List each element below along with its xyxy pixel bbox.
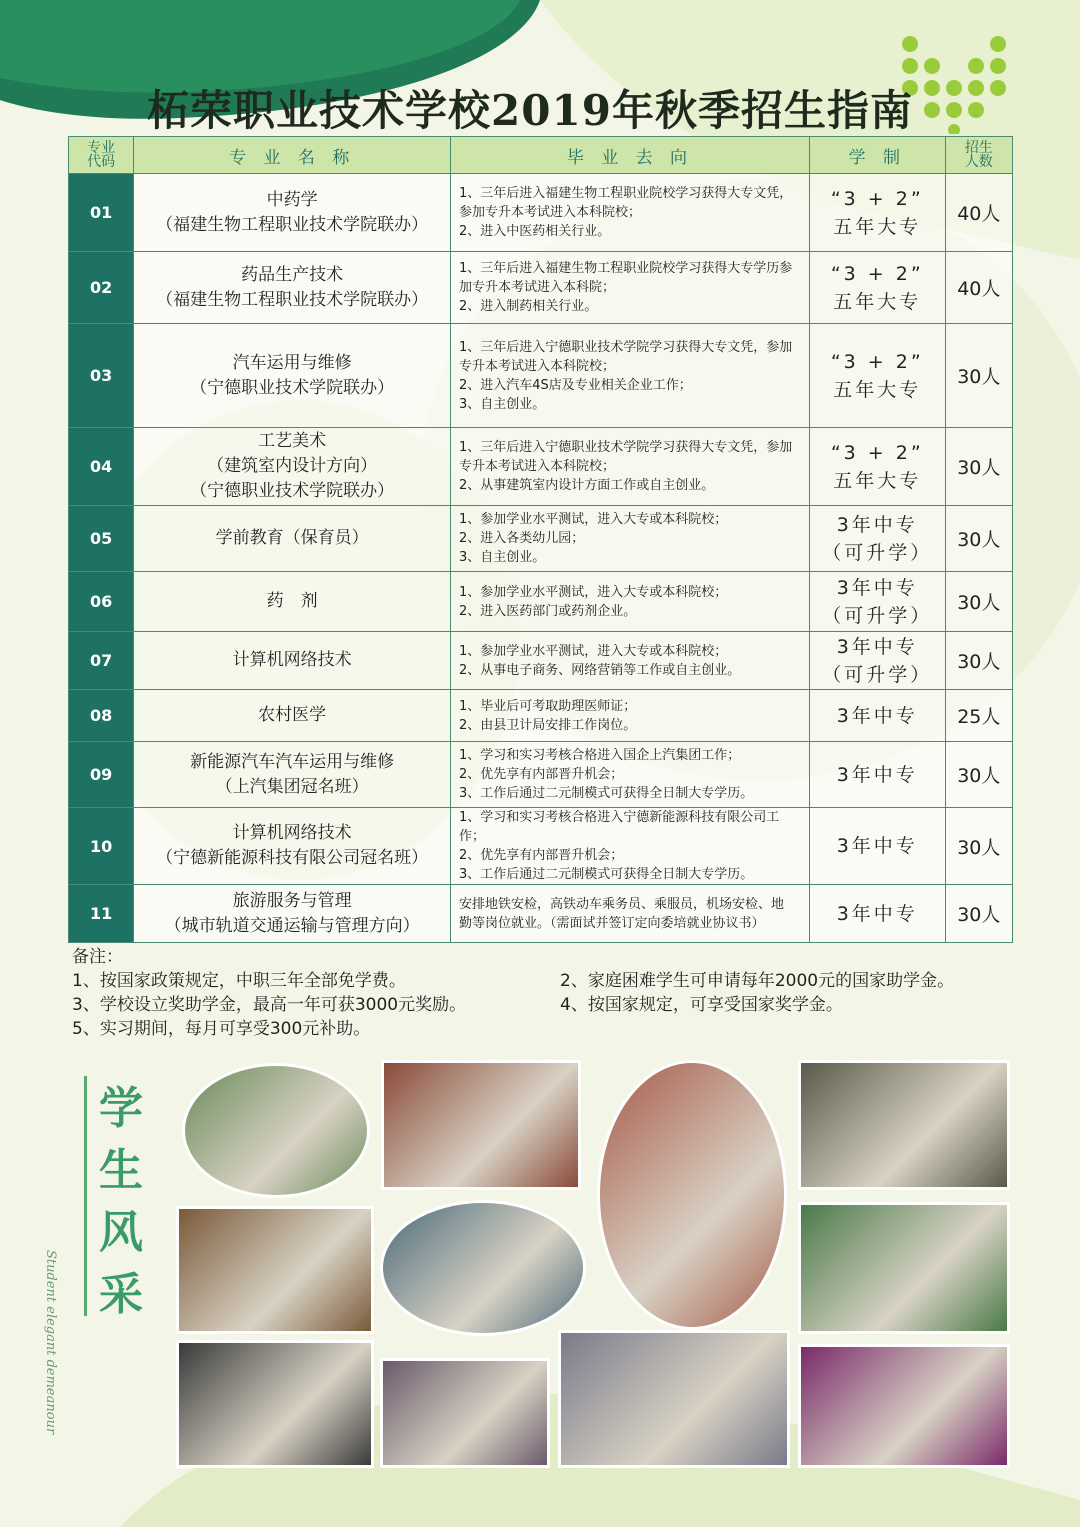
notes-heading: 备注： xyxy=(72,947,123,967)
cell-major: 药 剂 xyxy=(134,572,451,632)
table-row xyxy=(69,174,1013,252)
computer-room-photo xyxy=(176,1340,374,1468)
cell-quota: 30人 xyxy=(945,885,1012,943)
table-row xyxy=(69,885,1013,943)
gallery-heading: 学生风采 xyxy=(99,1083,143,1320)
cell-destination: 1、参加学业水平测试，进入大专或本科院校； 2、进入各类幼儿园； 3、自主创业。 xyxy=(451,506,810,572)
cell-code: 08 xyxy=(69,690,134,742)
gallery-heading-en: Student elegant demeanour xyxy=(43,1250,58,1435)
paper-cutting-photo xyxy=(597,1060,787,1330)
cell-destination: 1、毕业后可考取助理医师证； 2、由县卫计局安排工作岗位。 xyxy=(451,690,810,742)
rail-crew-photo xyxy=(380,1358,550,1468)
cell-quota: 40人 xyxy=(945,174,1012,252)
cell-quota: 30人 xyxy=(945,506,1012,572)
cell-system: “3 + 2” 五年大专 xyxy=(809,174,945,252)
pharmacy-lab-photo xyxy=(798,1060,1010,1190)
table-header-row xyxy=(69,137,1013,174)
cell-major: 农村医学 xyxy=(134,690,451,742)
football-field-photo xyxy=(798,1202,1010,1334)
cell-system: 3年中专 xyxy=(809,808,945,885)
cell-code: 05 xyxy=(69,506,134,572)
table-row xyxy=(69,632,1013,690)
cell-destination: 1、三年后进入福建生物工程职业院校学习获得大专学历参 加专升本考试进入本科院； 2、进入制药相关行业。 xyxy=(451,252,810,324)
cell-code: 03 xyxy=(69,324,134,428)
table-row xyxy=(69,428,1013,506)
table-row xyxy=(69,808,1013,885)
table-row xyxy=(69,252,1013,324)
cell-major: 计算机网络技术 （宁德新能源科技有限公司冠名班） xyxy=(134,808,451,885)
note-item: 3、学校设立奖助学金，最高一年可获3000元奖励。 xyxy=(72,995,467,1015)
enrollment-table xyxy=(68,136,1013,943)
cell-quota: 30人 xyxy=(945,572,1012,632)
cell-destination: 1、学习和实习考核合格进入宁德新能源科技有限公司工作； 2、优先享有内部晋升机会； 3、工作后通过二元制模式可获得全日制大专学历。 xyxy=(451,808,810,885)
cell-system: 3年中专 （可升学） xyxy=(809,632,945,690)
table-row xyxy=(69,742,1013,808)
header-system: 学 制 xyxy=(809,137,945,174)
uniform-training-photo xyxy=(798,1344,1010,1468)
chemistry-lab-photo xyxy=(380,1200,586,1336)
cell-quota: 30人 xyxy=(945,428,1012,506)
cell-code: 09 xyxy=(69,742,134,808)
cell-code: 02 xyxy=(69,252,134,324)
car-repair-photo xyxy=(558,1330,790,1468)
cell-destination: 1、参加学业水平测试，进入大专或本科院校； 2、进入医药部门或药剂企业。 xyxy=(451,572,810,632)
piano-class-photo xyxy=(176,1206,374,1334)
note-item: 2、家庭困难学生可申请每年2000元的国家助学金。 xyxy=(560,971,955,991)
cell-code: 07 xyxy=(69,632,134,690)
cell-destination: 1、学习和实习考核合格进入国企上汽集团工作； 2、优先享有内部晋升机会； 3、工作后通过二元制模式可获得全日制大专学历。 xyxy=(451,742,810,808)
cell-quota: 30人 xyxy=(945,742,1012,808)
table-row xyxy=(69,690,1013,742)
cell-major: 新能源汽车汽车运用与维修 （上汽集团冠名班） xyxy=(134,742,451,808)
page-title: 柘荣职业技术学校2019年秋季招生指南 xyxy=(147,86,913,135)
cell-system: 3年中专 （可升学） xyxy=(809,572,945,632)
cell-destination: 1、参加学业水平测试，进入大专或本科院校； 2、从事电子商务、网络营销等工作或自主创业。 xyxy=(451,632,810,690)
note-item: 5、实习期间，每月可享受300元补助。 xyxy=(72,1019,371,1039)
cell-destination: 1、三年后进入宁德职业技术学院学习获得大专文凭，参加 专升本考试进入本科院校； 2、进入汽车4S店及专业相关企业工作； 3、自主创业。 xyxy=(451,324,810,428)
cell-major: 汽车运用与维修 （宁德职业技术学院联办） xyxy=(134,324,451,428)
cell-system: “3 + 2” 五年大专 xyxy=(809,428,945,506)
cell-destination: 1、三年后进入宁德职业技术学院学习获得大专文凭，参加 专升本考试进入本科院校； 2、从事建筑室内设计方面工作或自主创业。 xyxy=(451,428,810,506)
cell-system: 3年中专 xyxy=(809,885,945,943)
header-major: 专 业 名 称 xyxy=(134,137,451,174)
table-row xyxy=(69,324,1013,428)
note-item: 1、按国家政策规定，中职三年全部免学费。 xyxy=(72,971,406,991)
cell-code: 01 xyxy=(69,174,134,252)
note-item: 4、按国家规定，可享受国家奖学金。 xyxy=(560,995,843,1015)
table-row xyxy=(69,506,1013,572)
cell-code: 10 xyxy=(69,808,134,885)
header-quota: 招生 人数 xyxy=(945,137,1012,174)
workshop-teacher-photo xyxy=(381,1060,581,1190)
cell-system: “3 + 2” 五年大专 xyxy=(809,324,945,428)
cell-code: 06 xyxy=(69,572,134,632)
cell-major: 计算机网络技术 xyxy=(134,632,451,690)
table-row xyxy=(69,572,1013,632)
cell-code: 11 xyxy=(69,885,134,943)
cell-major: 学前教育（保育员） xyxy=(134,506,451,572)
notes-section xyxy=(72,945,1032,1041)
cell-destination: 安排地铁安检，高铁动车乘务员、乘服员，机场安检、地 勤等岗位就业。（需面试并签订定向委培就业协议书） xyxy=(451,885,810,943)
cell-quota: 40人 xyxy=(945,252,1012,324)
cell-quota: 30人 xyxy=(945,808,1012,885)
cell-quota: 30人 xyxy=(945,324,1012,428)
cell-major: 药品生产技术 （福建生物工程职业技术学院联办） xyxy=(134,252,451,324)
header-destination: 毕 业 去 向 xyxy=(451,137,810,174)
cell-quota: 25人 xyxy=(945,690,1012,742)
students-painting-photo xyxy=(182,1063,370,1198)
cell-system: “3 + 2” 五年大专 xyxy=(809,252,945,324)
cell-code: 04 xyxy=(69,428,134,506)
cell-system: 3年中专 xyxy=(809,742,945,808)
cell-system: 3年中专 xyxy=(809,690,945,742)
cell-destination: 1、三年后进入福建生物工程职业院校学习获得大专文凭， 参加专升本考试进入本科院校； 2、进入中医药相关行业。 xyxy=(451,174,810,252)
gallery-divider xyxy=(84,1076,87,1316)
cell-quota: 30人 xyxy=(945,632,1012,690)
cell-system: 3年中专 （可升学） xyxy=(809,506,945,572)
cell-major: 旅游服务与管理 （城市轨道交通运输与管理方向） xyxy=(134,885,451,943)
cell-major: 中药学 （福建生物工程职业技术学院联办） xyxy=(134,174,451,252)
header-code: 专业 代码 xyxy=(69,137,134,174)
cell-major: 工艺美术 （建筑室内设计方向） （宁德职业技术学院联办） xyxy=(134,428,451,506)
